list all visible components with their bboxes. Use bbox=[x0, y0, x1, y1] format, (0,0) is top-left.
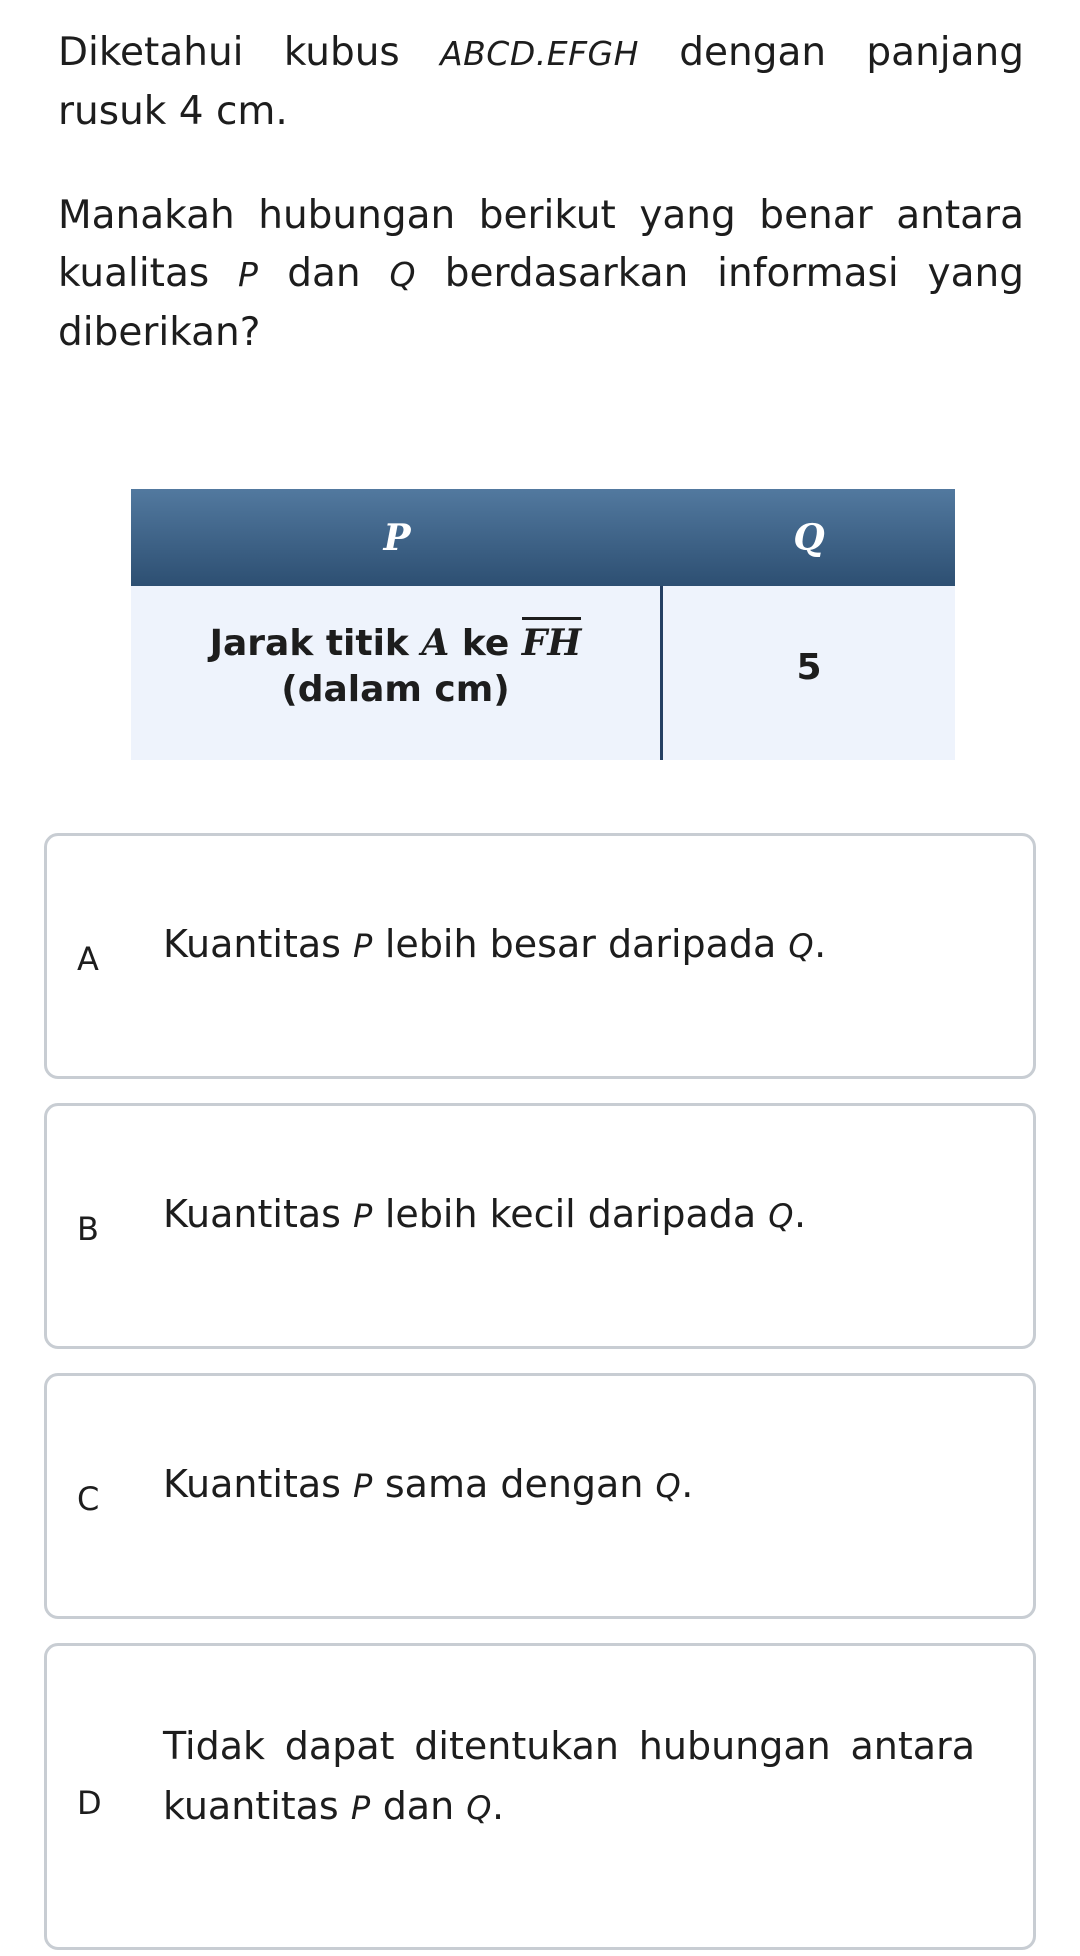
question-prompt: Manakah hubungan berikut yang benar antara kualitas P dan Q berdasarkan informasi yang diberikan? bbox=[58, 193, 1024, 355]
cell-p: Jarak titik A ke FH (dalam cm) bbox=[131, 586, 663, 760]
option-d[interactable] bbox=[44, 1643, 1036, 1950]
table-row bbox=[131, 586, 955, 760]
option-c[interactable] bbox=[44, 1373, 1036, 1619]
comparison-table bbox=[131, 489, 955, 760]
header-p: P bbox=[383, 516, 411, 559]
option-text: Kuantitas P sama dengan Q. bbox=[163, 1462, 694, 1506]
var-q: Q bbox=[389, 255, 416, 294]
option-letter: C bbox=[77, 1480, 100, 1518]
question-intro: Diketahui kubus ABCD.EFGH dengan panjang rusuk 4 cm. bbox=[58, 30, 1024, 134]
option-b[interactable] bbox=[44, 1103, 1036, 1349]
table-header bbox=[131, 489, 955, 586]
option-text: Tidak dapat ditentukan hubungan antara kuantitas P dan Q. bbox=[163, 1724, 975, 1828]
option-text: Kuantitas P lebih kecil daripada Q. bbox=[163, 1192, 807, 1236]
option-letter: D bbox=[77, 1784, 102, 1822]
cube-name: ABCD.EFGH bbox=[440, 34, 639, 73]
header-q: Q bbox=[793, 516, 825, 559]
question-text bbox=[58, 24, 1024, 414]
option-a[interactable] bbox=[44, 833, 1036, 1079]
cell-q: 5 bbox=[796, 647, 822, 688]
option-letter: A bbox=[77, 940, 99, 978]
option-letter: B bbox=[77, 1210, 99, 1248]
option-text: Kuantitas P lebih besar daripada Q. bbox=[163, 922, 827, 966]
segment-fh: FH bbox=[522, 617, 582, 664]
var-p: P bbox=[238, 255, 259, 294]
